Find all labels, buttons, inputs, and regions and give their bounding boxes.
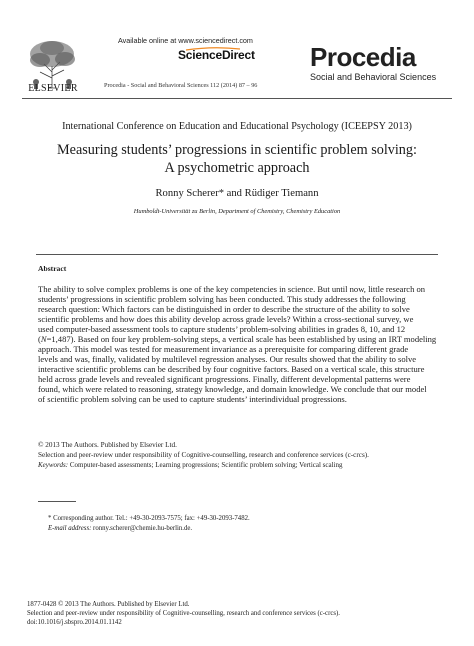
keywords: [38, 461, 343, 469]
publisher-name: ELSEVIER: [28, 83, 78, 94]
abstract-line: of scientific problem solving can be used to capture students’ interindividual progressions.: [38, 394, 347, 404]
abstract-line: found, which were related to reasoning, strategy knowledge, and domain knowledge. We conclude that our model: [38, 384, 427, 394]
paper-title-line-1: Measuring students’ progressions in scientific problem solving:: [57, 142, 417, 158]
abstract-line: students’ progressions in scientific problem solving has been conducted. This study addresses the following: [38, 294, 406, 304]
sciencedirect-brand: ScienceDirect: [178, 48, 255, 62]
footer-issn: 1877-0428 © 2013 The Authors. Published by Elsevier Ltd.: [27, 601, 190, 608]
abstract-line: held across grade levels and revealed significant progressions. Finally, different developmental patterns were: [38, 374, 411, 384]
corresponding-author-note: * Corresponding author. Tel.: +49-30-2093-7575; fax: +49-30-2093-7482.: [48, 515, 250, 522]
abstract-line: levels and was, finally, validated by multilevel regression analyses. Our results showed that the ability to solve: [38, 354, 417, 364]
available-online-link[interactable]: Available online at www.sciencedirect.com: [118, 36, 253, 45]
doi-link[interactable]: doi:10.1016/j.sbspro.2014.01.1142: [27, 619, 122, 626]
abstract-line: The ability to solve complex problems is one of the key competencies in science. But until now, little research on: [38, 284, 426, 294]
journal-subtitle: Social and Behavioral Sciences: [310, 72, 437, 82]
abstract-line: interactive scientific problems can be described by four cognitive factors. Based on a vertical scale, this structure: [38, 364, 425, 374]
conference-name: International Conference on Education and Educational Psychology (ICEEPSY 2013): [62, 121, 412, 132]
footnote-divider: [38, 501, 76, 502]
journal-title: Procedia: [310, 42, 416, 72]
abstract-line: approach. This model was tested for measurement invariance as a prerequisite for comparing different grade: [38, 344, 409, 354]
header-divider: [22, 98, 452, 99]
peer-review-note: Selection and peer-review under responsibility of Cognitive-counselling, research and conference services (c-crcs).: [38, 451, 369, 459]
journal-citation: Procedia - Social and Behavioral Sciences 112 (2014) 87 – 96: [104, 82, 258, 89]
paper-title-line-2: A psychometric approach: [164, 160, 310, 176]
paper-authors: Ronny Scherer* and Rüdiger Tiemann: [155, 188, 319, 199]
abstract-line: used computer-based assessment tools to capture students’ problem-solving abilities in grades 8, 10, and 12: [38, 324, 406, 334]
email-address-link[interactable]: ronny.scherer@chemie.hu-berlin.de.: [91, 525, 193, 532]
author-email: [48, 525, 192, 532]
abstract-heading: Abstract: [38, 264, 67, 273]
footer-peer-review: Selection and peer-review under responsibility of Cognitive-counselling, research and conference services (c-crcs).: [27, 610, 340, 617]
abstract-line: scientific problems and how does this ability develop across grade levels? Within a cross-sectional survey, we: [38, 314, 414, 324]
abstract-divider: [36, 254, 438, 255]
copyright-notice: © 2013 The Authors. Published by Elsevier Ltd.: [38, 441, 177, 449]
abstract-body: [38, 284, 440, 404]
email-label: E-mail address:: [48, 525, 92, 532]
abstract-line: research question: Which factors can be distinguished in order to describe the structure of the ability to solve: [38, 304, 410, 314]
abstract-line: (N=1,487). Based on four key problem-solving steps, a vertical scale has been established by using an IRT modeling: [38, 334, 437, 344]
keywords-label: Keywords:: [38, 461, 69, 469]
author-affiliation: Humboldt-Universität zu Berlin, Department of Chemistry, Chemistry Education: [133, 208, 341, 215]
keywords-list: Computer-based assessments; Learning progressions; Scientific problem solving; Vertical scaling: [68, 461, 343, 469]
